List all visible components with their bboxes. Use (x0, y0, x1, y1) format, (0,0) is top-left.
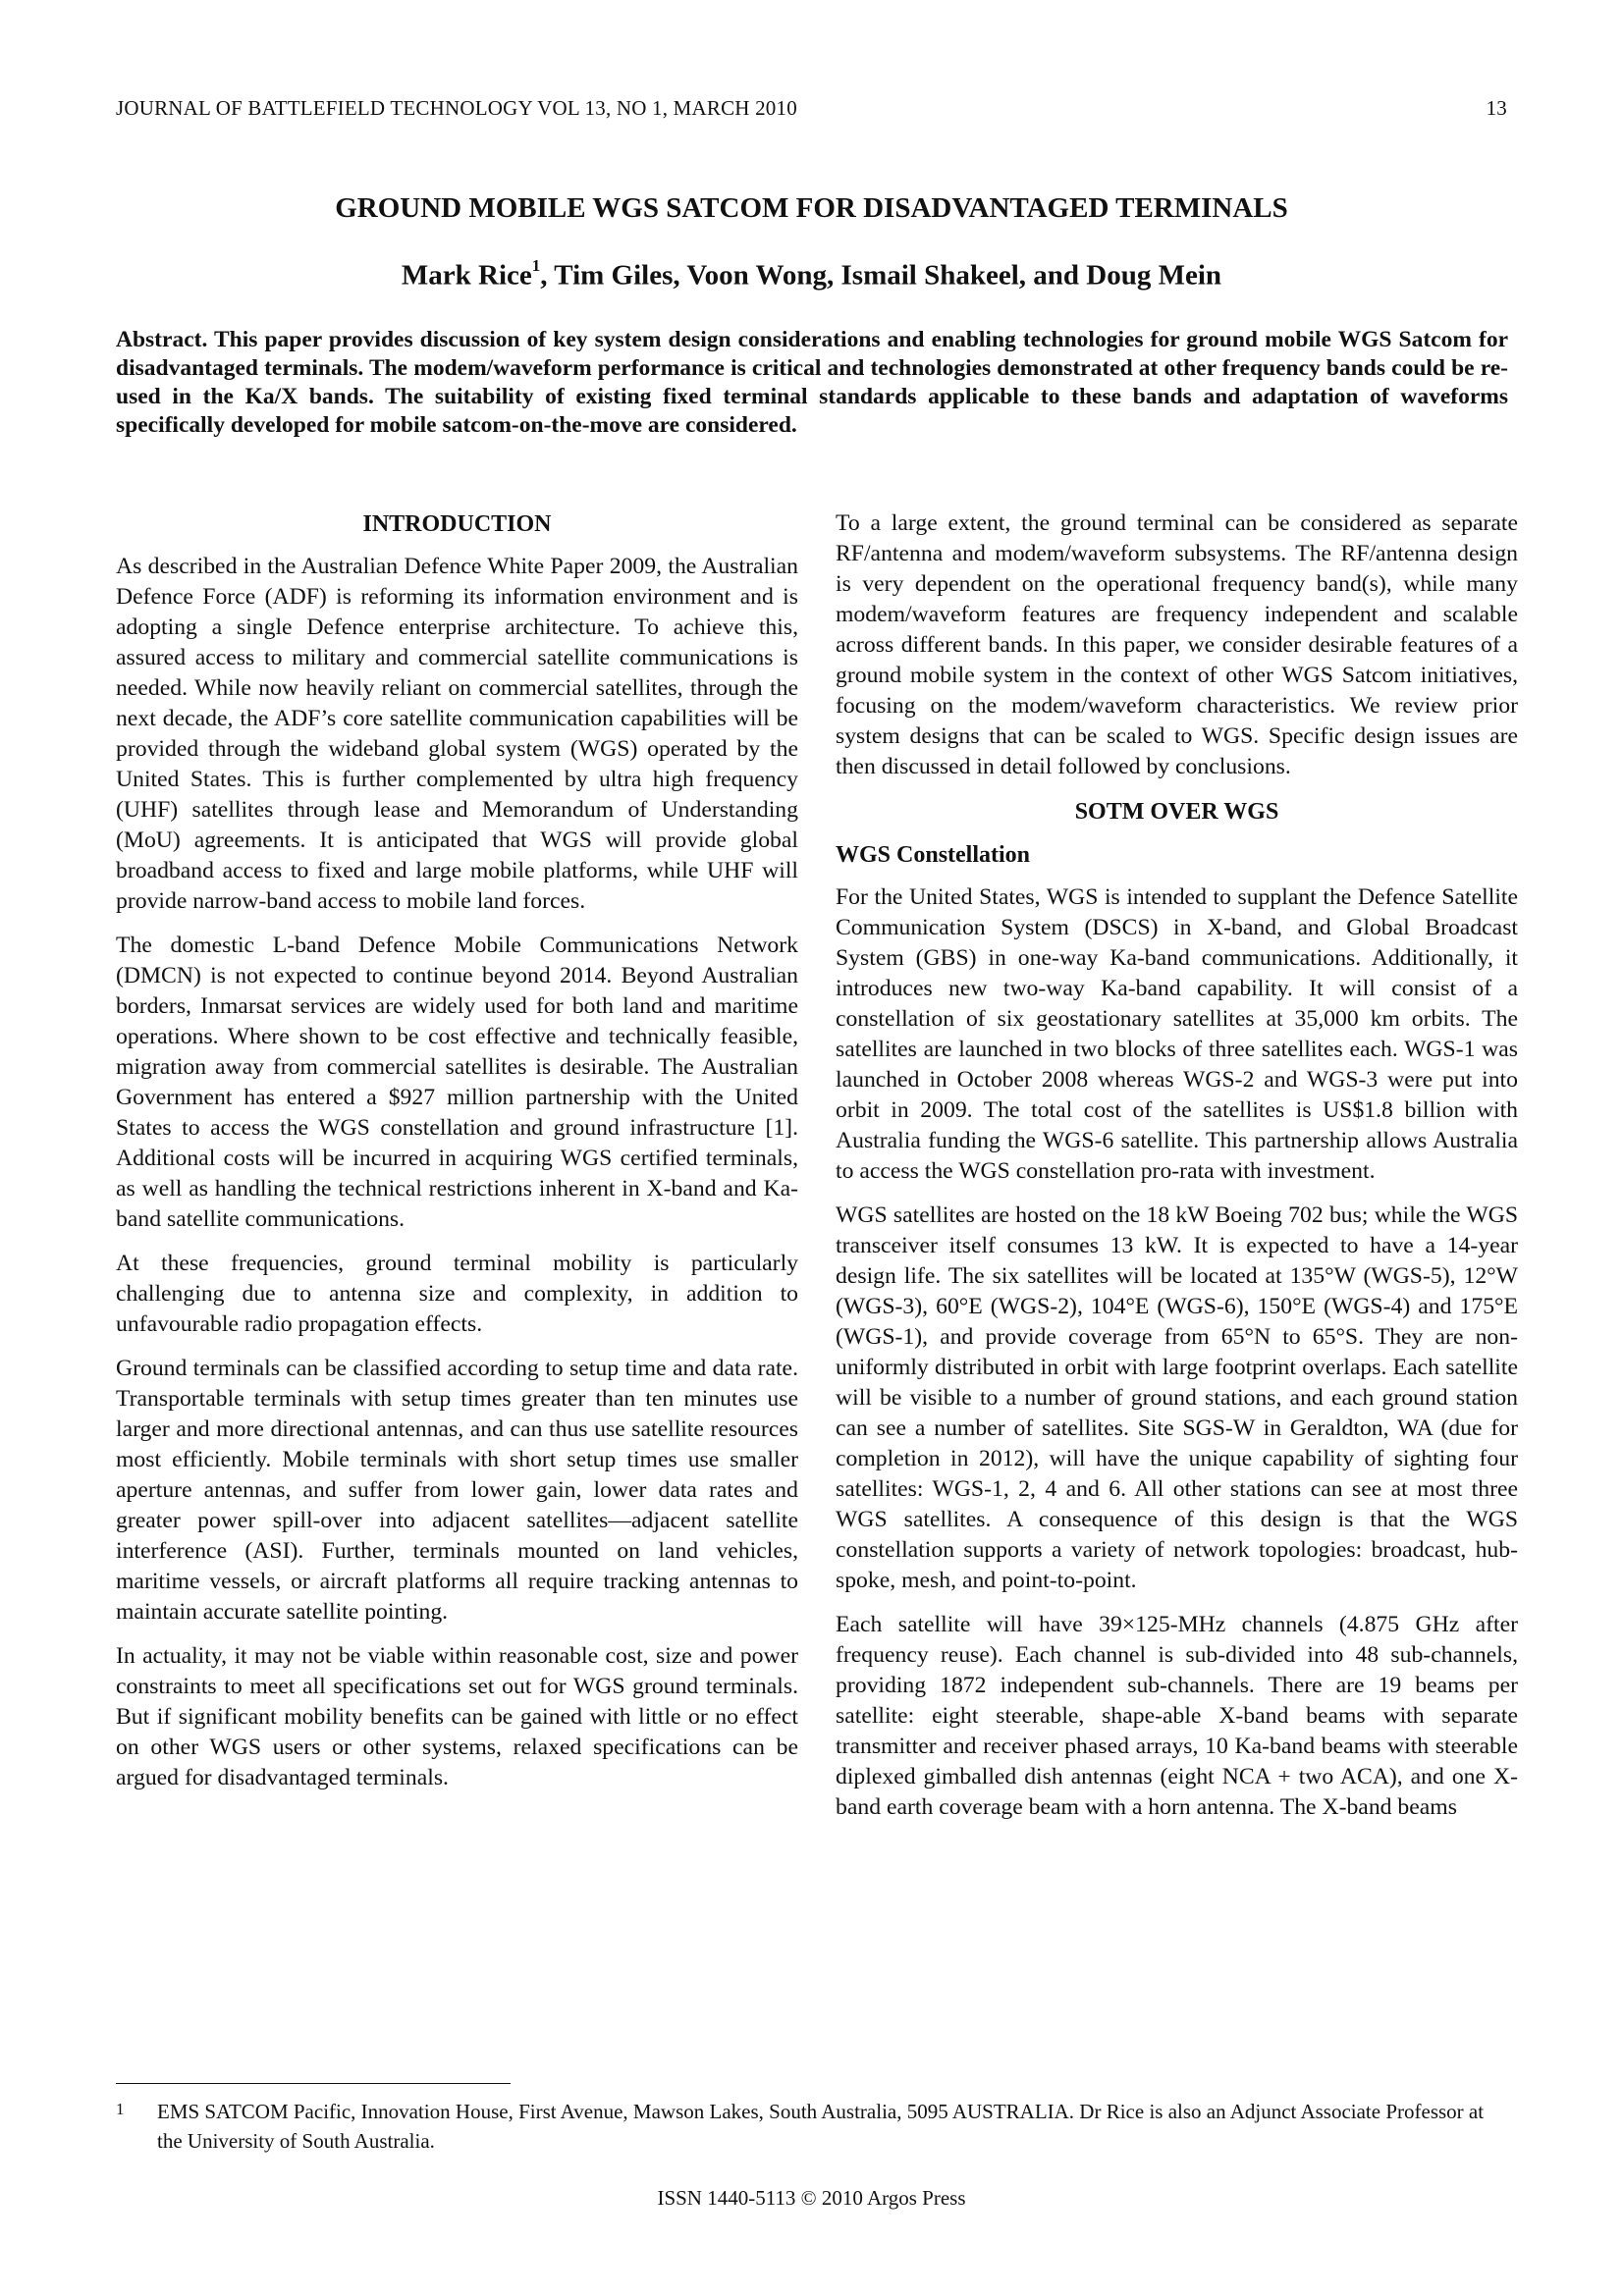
subsection-heading-wgs-constellation: WGS Constellation (836, 842, 1031, 868)
abstract: Abstract. This paper provides discussion of key system design considerations and enabling technologies for ground mobile WGS Satcom for disadvantaged terminals. The modem/waveform performance is critical and technologies demonstrated at other frequency bands could be re-used in the Ka/X bands. The suitability of existing fixed terminal standards applicable to these bands and adaptation of waveforms specifically developed for mobile satcom-on-the-move are considered. (116, 327, 1508, 438)
paragraph: To a large extent, the ground terminal can be considered as separate RF/antenna and modem/waveform subsystems. The RF/antenna design is very dependent on the operational frequency band(s), while many modem/waveform features are frequency independent and scalable across different bands. In this paper, we consider desirable features of a ground mobile system in the context of other WGS Satcom initiatives, focusing on the modem/waveform characteristics. We review prior system designs that can be scaled to WGS. Specific design issues are then discussed in detail followed by conclusions. (836, 510, 1518, 779)
page-number: 13 (1486, 96, 1507, 120)
paragraph: As described in the Australian Defence White Paper 2009, the Australian Defence Force (ADF) is reforming its information environment and is adopting a single Defence enterprise architecture. To achieve this, assured access to military and commercial satellite communications is needed. While now heavily reliant on commercial satellites, through the next decade, the ADF’s core satellite communication capabilities will be provided through the wideband global system (WGS) operated by the United States. This is further complemented by ultra high frequency (UHF) satellites through lease and Memorandum of Understanding (MoU) agreements. It is anticipated that WGS will provide global broadband access to fixed and large mobile platforms, while UHF will provide narrow-band access to mobile land forces. (116, 554, 798, 914)
paragraph: For the United States, WGS is intended to supplant the Defence Satellite Communication System (DSCS) in X-band, and Global Broadcast System (GBS) in one-way Ka-band communications. Additionally, it introduces new two-way Ka-band capability. It will consist of a constellation of six geostationary satellites at 35,000 km orbits. The satellites are launched in two blocks of three satellites each. WGS-1 was launched in October 2008 whereas WGS-2 and WGS-3 were put into orbit in 2009. The total cost of the satellites is US$1.8 billion with Australia funding the WGS-6 satellite. This partnership allows Australia to access the WGS constellation pro-rata with investment. (836, 884, 1518, 1184)
page-footer: ISSN 1440-5113 © 2010 Argos Press (657, 2186, 966, 2210)
paragraph: The domestic L-band Defence Mobile Communications Network (DMCN) is not expected to continue beyond 2014. Beyond Australian borders, Inmarsat services are widely used for both land and maritime operations. Where shown to be cost effective and technically feasible, migration away from commercial satellites is desirable. The Australian Government has entered a $927 million partnership with the United States to access the WGS constellation and ground infrastructure [1]. Additional costs will be incurred in acquiring WGS certified terminals, as well as handling the technical restrictions inherent in X-band and Ka-band satellite communications. (116, 933, 798, 1232)
footnote-divider (116, 2083, 511, 2084)
paragraph: WGS satellites are hosted on the 18 kW Boeing 702 bus; while the WGS transceiver itself consumes 13 kW. It is expected to have a 14-year design life. The six satellites will be located at 135°W (WGS-5), 12°W (WGS-3), 60°E (WGS-2), 104°E (WGS-6), 150°E (WGS-4) and 175°E (WGS-1), and provide coverage from 65°N to 65°S. They are non-uniformly distributed in orbit with large footprint overlaps. Each satellite will be visible to a number of ground stations, and each ground station can see a number of satellites. Site SGS-W in Geraldton, WA (due for completion in 2012), will have the unique capability of sighting four satellites: WGS-1, 2, 4 and 6. All other stations can see at most three WGS satellites. A consequence of this design is that the WGS constellation supports a variety of network topologies: broadcast, hub-spoke, mesh, and point-to-point. (836, 1202, 1518, 1593)
paragraph: Each satellite will have 39×125-MHz channels (4.875 GHz after frequency reuse). Each channel is sub-divided into 48 sub-channels, providing 1872 independent sub-channels. There are 19 beams per satellite: eight steerable, shape-able X-band beams with separate transmitter and receiver phased arrays, 10 Ka-band beams with steerable diplexed gimballed dish antennas (eight NCA + two ACA), and one X-band earth coverage beam with a horn antenna. The X-band beams (836, 1612, 1518, 1820)
first-author: Mark Rice (401, 259, 532, 292)
running-header (116, 96, 1507, 121)
paper-title: GROUND MOBILE WGS SATCOM FOR DISADVANTAGED TERMINALS (335, 192, 1288, 224)
right-column (836, 508, 1518, 1837)
paragraph: Ground terminals can be classified according to setup time and data rate. Transportable terminals with setup times greater than ten minutes use larger and more directional antennas, and can thus use satellite resources most efficiently. Mobile terminals with short setup times use smaller aperture antennas, and suffer from lower gain, lower data rates and greater power spill-over into adjacent satellites—adjacent satellite interference (ASI). Further, terminals mounted on land vehicles, maritime vessels, or aircraft platforms all require tracking antennas to maintain accurate satellite pointing. (116, 1356, 798, 1625)
author-footnote-marker: 1 (531, 256, 541, 275)
other-authors: , Tim Giles, Voon Wong, Ismail Shakeel, and Doug Mein (540, 259, 1222, 292)
footnote-mark: 1 (116, 2100, 125, 2118)
author-list (0, 256, 1623, 293)
footnote (116, 2097, 1510, 2156)
paragraph: At these frequencies, ground terminal mobility is particularly challenging due to antenna size and complexity, in addition to unfavourable radio propagation effects. (116, 1251, 798, 1337)
section-heading-sotm: SOTM OVER WGS (1074, 799, 1279, 825)
footnote-text: EMS SATCOM Pacific, Innovation House, First Avenue, Mawson Lakes, South Australia, 5095 AUSTRALIA. Dr Rice is also an Adjunct Associate Professor at the University of South Australia. (157, 2100, 1485, 2153)
left-column (116, 508, 798, 1807)
section-heading-introduction: INTRODUCTION (362, 511, 552, 537)
paragraph: In actuality, it may not be viable within reasonable cost, size and power constraints to meet all specifications set out for WGS ground terminals. But if significant mobility benefits can be gained with little or no effect on other WGS users or other systems, relaxed specifications can be argued for disadvantaged terminals. (116, 1643, 798, 1790)
journal-name: JOURNAL OF BATTLEFIELD TECHNOLOGY VOL 13, NO 1, MARCH 2010 (116, 96, 797, 120)
